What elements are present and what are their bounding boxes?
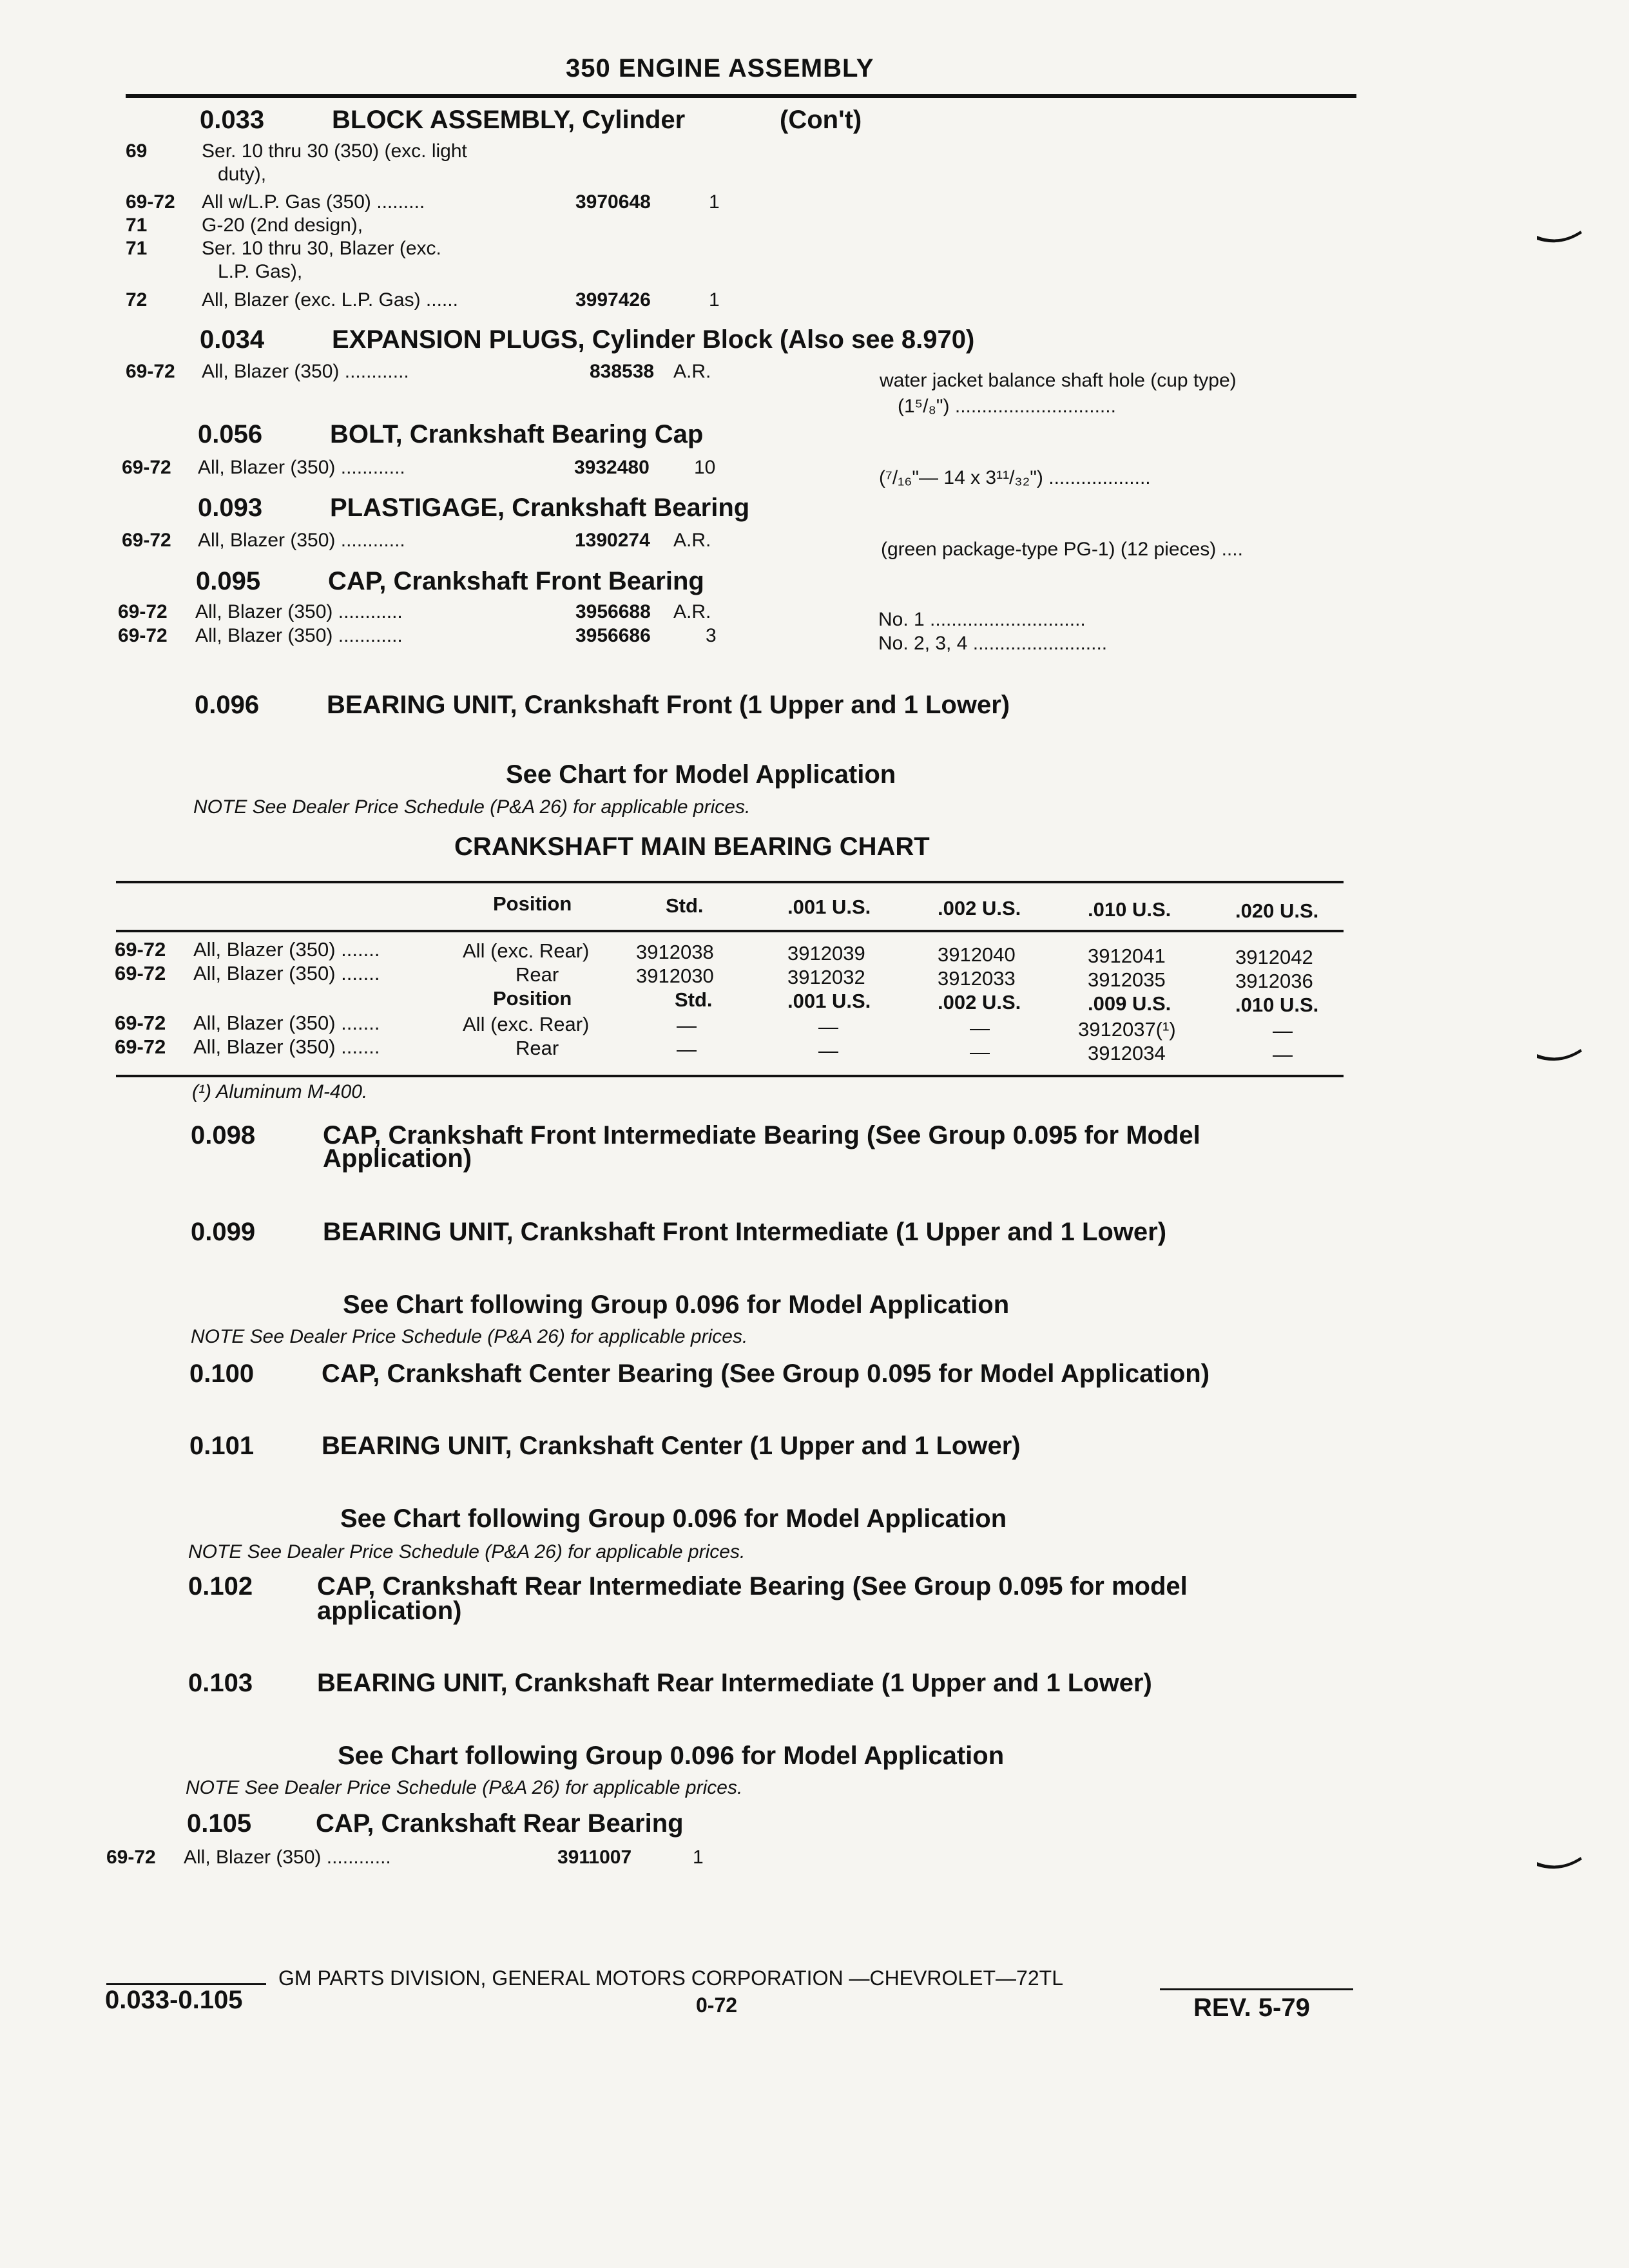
group-number: 0.103: [188, 1669, 253, 1697]
model-description: All, Blazer (350) .......: [193, 1012, 380, 1034]
group-number: 0.056: [198, 420, 263, 448]
chart-top-rule: [116, 881, 1344, 883]
list-item: [122, 530, 1346, 560]
price-note: NOTE See Dealer Price Schedule (P&A 26) for applicable prices.: [188, 1541, 746, 1562]
010-part: —: [1273, 1019, 1293, 1042]
quantity: 1: [709, 289, 720, 311]
quantity: 1: [709, 191, 720, 213]
part-number: 838538: [590, 361, 655, 382]
002-part: 3912033: [938, 967, 1016, 990]
column-header: .010 U.S.: [1088, 898, 1171, 921]
header-rule: [126, 94, 1356, 98]
model-description: All, Blazer (350) ............: [184, 1847, 391, 1868]
group-title-continuation: application): [317, 1597, 462, 1625]
position-value: All (exc. Rear): [463, 939, 590, 962]
group-number: 0.100: [189, 1360, 255, 1388]
part-number: 1390274: [575, 530, 650, 551]
model-description: All w/L.P. Gas (350) .........: [202, 191, 425, 213]
column-header: .002 U.S.: [938, 897, 1021, 919]
list-item: [118, 601, 1355, 630]
position-value: Rear: [516, 1037, 559, 1059]
quantity: 10: [694, 457, 716, 478]
020-part: 3912036: [1235, 970, 1313, 992]
model-description: All, Blazer (350) ............: [198, 457, 405, 478]
model-description: Ser. 10 thru 30 (350) (exc. light: [202, 140, 467, 162]
position-value: Rear: [516, 963, 559, 986]
remark: No. 1 .............................: [878, 609, 1086, 630]
002-part: 3912040: [938, 943, 1016, 966]
chart-footnote: (¹) Aluminum M-400.: [192, 1081, 368, 1102]
001-part: 3912039: [787, 942, 865, 965]
see-chart-text: See Chart for Model Application: [506, 760, 896, 789]
std-part: 3912030: [636, 965, 714, 987]
quantity: A.R.: [673, 361, 711, 382]
remark: (green package-type PG-1) (12 pieces) ....: [881, 539, 1243, 560]
group-number: 0.095: [196, 567, 261, 595]
model-description: Ser. 10 thru 30, Blazer (exc.: [202, 238, 441, 259]
chart-header-rule: [116, 930, 1344, 932]
description-continuation: duty),: [218, 164, 267, 185]
model-description: All, Blazer (350) ............: [195, 625, 403, 646]
footer-group-range: 0.033-0.105: [105, 1986, 243, 2014]
part-number: 3997426: [575, 289, 651, 311]
binder-mark-icon: [1537, 1049, 1582, 1063]
group-title: BEARING UNIT, Crankshaft Front Intermediate (1 Upper and 1 Lower): [323, 1218, 1167, 1246]
002-part: —: [970, 1017, 990, 1039]
quantity: A.R.: [673, 601, 711, 622]
model-description: All, Blazer (350) ............: [198, 530, 405, 551]
group-number: 0.033: [200, 106, 265, 134]
list-item: [118, 625, 1355, 654]
model-years: 71: [126, 215, 148, 236]
group-title: CAP, Crankshaft Rear Intermediate Bearing (See Group 0.095 for model: [317, 1572, 1188, 1600]
price-note: NOTE See Dealer Price Schedule (P&A 26) for applicable prices.: [191, 1326, 748, 1347]
part-number: 3956688: [575, 601, 651, 622]
009-part: 3912037(¹): [1078, 1018, 1176, 1041]
binder-mark-icon: [1537, 1857, 1582, 1871]
column-header: .001 U.S.: [787, 896, 871, 918]
column-header: Position: [493, 987, 572, 1010]
see-chart-text: See Chart following Group 0.096 for Model Application: [343, 1291, 1010, 1319]
chart-bottom-rule: [116, 1075, 1344, 1077]
group-title-continuation: Application): [323, 1144, 472, 1173]
column-header: Std.: [666, 894, 704, 917]
model-years: 69-72: [115, 1035, 166, 1058]
002-part: —: [970, 1041, 990, 1063]
010-part: —: [1273, 1043, 1293, 1066]
quantity: 3: [706, 625, 717, 646]
list-item: [122, 457, 1346, 488]
group-number: 0.099: [191, 1218, 256, 1246]
model-description: All, Blazer (350) .......: [193, 938, 380, 961]
group-title: CAP, Crankshaft Front Bearing: [328, 567, 704, 595]
model-description: All, Blazer (350) .......: [193, 962, 380, 985]
see-chart-text: See Chart following Group 0.096 for Model Application: [340, 1504, 1007, 1533]
model-years: 69-72: [122, 457, 171, 478]
footer-revision: REV. 5-79: [1193, 1994, 1310, 2022]
model-description: G-20 (2nd design),: [202, 215, 363, 236]
column-header: Std.: [675, 988, 713, 1011]
column-header: .002 U.S.: [938, 991, 1021, 1014]
model-description: All, Blazer (350) ............: [195, 601, 403, 622]
model-years: 69-72: [115, 1012, 166, 1034]
model-years: 69-72: [122, 530, 171, 551]
position-value: All (exc. Rear): [463, 1013, 590, 1035]
model-years: 69-72: [115, 938, 166, 961]
001-part: 3912032: [787, 966, 865, 988]
model-years: 69-72: [118, 625, 168, 646]
group-title: EXPANSION PLUGS, Cylinder Block (Also see 8.970): [332, 325, 975, 354]
std-part: 3912038: [636, 941, 714, 963]
list-item: [106, 1847, 751, 1870]
remark-continuation: (1⁵/₈") ..............................: [898, 396, 1116, 417]
column-header: .010 U.S.: [1235, 994, 1319, 1016]
remark: No. 2, 3, 4 .........................: [878, 633, 1108, 654]
page-header: 350 ENGINE ASSEMBLY: [566, 54, 874, 82]
part-number: 3970648: [575, 191, 651, 213]
description-continuation: L.P. Gas),: [218, 261, 303, 282]
group-title: BLOCK ASSEMBLY, Cylinder: [332, 106, 686, 134]
model-years: 69: [126, 140, 148, 162]
column-header: .009 U.S.: [1088, 992, 1171, 1015]
binder-mark-icon: [1537, 231, 1582, 245]
quantity: A.R.: [673, 530, 711, 551]
model-years: 69-72: [118, 601, 168, 622]
remark: water jacket balance shaft hole (cup type): [880, 370, 1237, 391]
group-title: BEARING UNIT, Crankshaft Center (1 Upper and 1 Lower): [322, 1432, 1021, 1460]
model-years: 69-72: [115, 962, 166, 985]
column-header: .001 U.S.: [787, 990, 871, 1012]
group-title: PLASTIGAGE, Crankshaft Bearing: [330, 494, 750, 522]
model-years: 69-72: [126, 361, 175, 382]
model-years: 69-72: [126, 191, 175, 213]
group-number: 0.096: [195, 691, 260, 719]
model-description: All, Blazer (350) ............: [202, 361, 409, 382]
part-number: 3932480: [574, 457, 650, 478]
group-title: CAP, Crankshaft Front Intermediate Bearing (See Group 0.095 for Model: [323, 1121, 1200, 1149]
group-number: 0.105: [187, 1809, 252, 1838]
column-header: .020 U.S.: [1235, 899, 1319, 922]
group-title: BOLT, Crankshaft Bearing Cap: [330, 420, 704, 448]
group-title: CAP, Crankshaft Rear Bearing: [316, 1809, 684, 1838]
column-header: Position: [493, 892, 572, 915]
group-number: 0.102: [188, 1572, 253, 1600]
010-part: 3912035: [1088, 968, 1166, 991]
group-title: CAP, Crankshaft Center Bearing (See Group 0.095 for Model Application): [322, 1360, 1210, 1388]
chart-title: CRANKSHAFT MAIN BEARING CHART: [454, 832, 930, 861]
020-part: 3912042: [1235, 946, 1313, 968]
group-suffix: (Con't): [780, 106, 862, 134]
model-years: 71: [126, 238, 148, 259]
part-number: 3911007: [557, 1847, 632, 1868]
remark: (⁷/₁₆"— 14 x 3¹¹/₃₂") ...................: [879, 467, 1151, 488]
model-description: All, Blazer (350) .......: [193, 1035, 380, 1058]
group-number: 0.034: [200, 325, 265, 354]
part-number: 3956686: [575, 625, 651, 646]
model-years: 72: [126, 289, 148, 311]
009-part: 3912034: [1088, 1042, 1166, 1064]
model-years: 69-72: [106, 1847, 156, 1868]
010-part: 3912041: [1088, 945, 1166, 967]
001-part: —: [818, 1039, 838, 1062]
footer-division: GM PARTS DIVISION, GENERAL MOTORS CORPORATION —CHEVROLET—72TL: [278, 1966, 1063, 1990]
footer-rule-right: [1160, 1988, 1353, 1990]
group-title: BEARING UNIT, Crankshaft Rear Intermediate (1 Upper and 1 Lower): [317, 1669, 1152, 1697]
std-part: —: [677, 1014, 697, 1037]
std-part: —: [677, 1038, 697, 1061]
group-title: BEARING UNIT, Crankshaft Front (1 Upper and 1 Lower): [327, 691, 1010, 719]
footer-rule-left: [106, 1983, 266, 1985]
footer-page-number: 0-72: [696, 1994, 738, 2017]
see-chart-text: See Chart following Group 0.096 for Model Application: [338, 1742, 1005, 1770]
price-note: NOTE See Dealer Price Schedule (P&A 26) for applicable prices.: [186, 1777, 743, 1798]
quantity: 1: [693, 1847, 704, 1868]
group-number: 0.098: [191, 1121, 256, 1149]
list-item: [126, 361, 1350, 391]
model-description: All, Blazer (exc. L.P. Gas) ......: [202, 289, 458, 311]
001-part: —: [818, 1015, 838, 1038]
group-number: 0.093: [198, 494, 263, 522]
group-number: 0.101: [189, 1432, 255, 1460]
price-note: NOTE See Dealer Price Schedule (P&A 26) for applicable prices.: [193, 796, 751, 818]
